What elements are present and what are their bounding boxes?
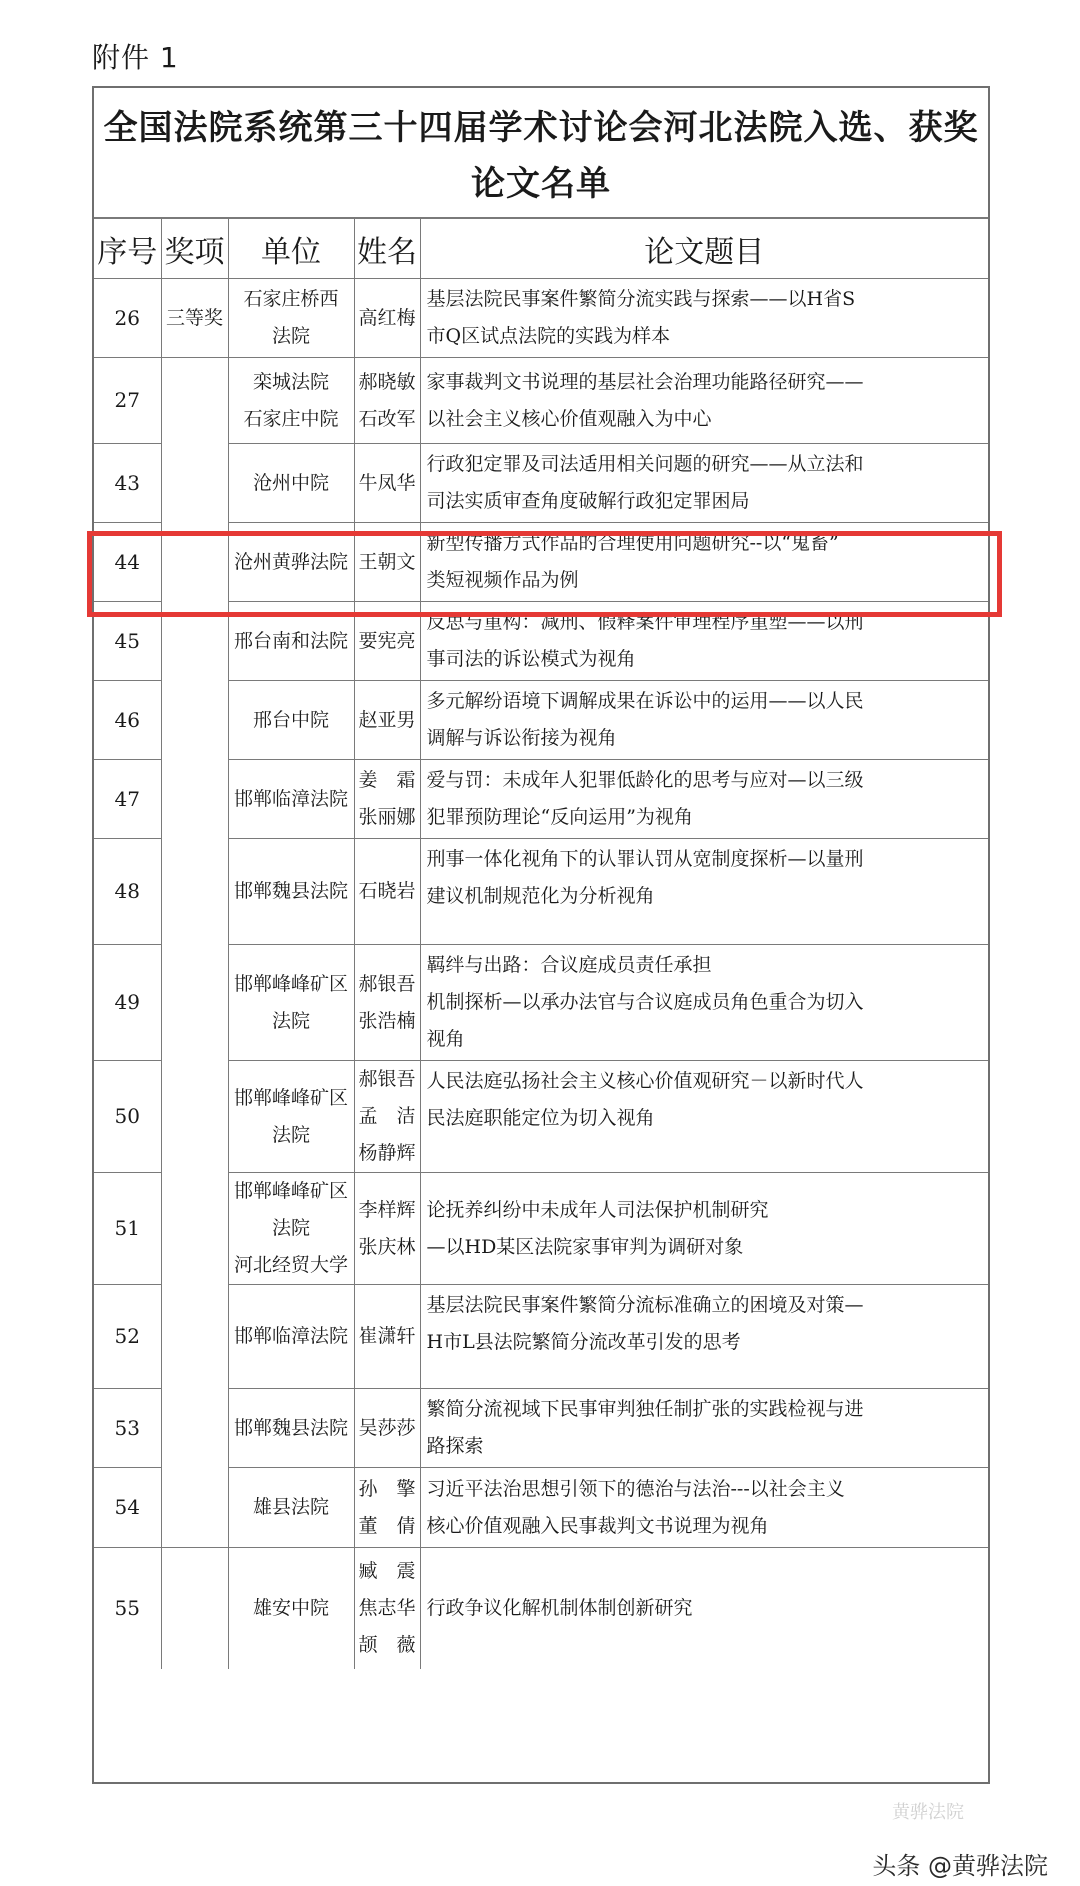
topic-line: 基层法院民事案件繁简分流实践与探索——以H省S xyxy=(426,288,856,310)
topic-line: 羁绊与出路：合议庭成员责任承担 xyxy=(426,954,712,976)
topic-cell xyxy=(420,602,988,681)
table-row xyxy=(94,358,988,444)
unit-line: 法院 xyxy=(271,1009,310,1032)
unit-cell xyxy=(228,681,354,760)
table-row xyxy=(94,1173,988,1285)
topic-line: 类短视频作品为例 xyxy=(426,569,579,591)
topic-line: 视角 xyxy=(426,1028,465,1050)
author-name: 吴莎莎 xyxy=(358,1416,416,1439)
topic-cell xyxy=(420,839,988,945)
unit-cell xyxy=(228,1173,354,1285)
unit-cell xyxy=(228,602,354,681)
seq-cell: 27 xyxy=(94,358,161,444)
unit-cell xyxy=(228,358,354,444)
seq-cell: 45 xyxy=(94,602,161,681)
unit-cell xyxy=(228,760,354,839)
unit-cell xyxy=(228,1389,354,1468)
topic-line: 爱与罚：未成年人犯罪低龄化的思考与应对—以三级 xyxy=(426,769,864,791)
seq-cell: 54 xyxy=(94,1468,161,1548)
seq-cell: 55 xyxy=(94,1548,161,1669)
author-name: 张庆林 xyxy=(358,1235,416,1258)
topic-line: 犯罪预防理论“反向运用”为视角 xyxy=(426,806,693,828)
author-name: 郝银吾 xyxy=(358,1068,416,1090)
author-name: 孙 擎 xyxy=(358,1477,416,1500)
topic-cell xyxy=(420,760,988,839)
author-name: 要宪亮 xyxy=(358,629,416,652)
topic-line: 习近平法治思想引领下的德治与法治---以社会主义 xyxy=(426,1477,845,1500)
unit-line: 沧州中院 xyxy=(252,471,329,494)
seq-cell: 43 xyxy=(94,444,161,523)
seq-cell: 51 xyxy=(94,1173,161,1285)
author-name: 颉 薇 xyxy=(358,1633,416,1656)
table-row xyxy=(94,945,988,1061)
author-name: 董 倩 xyxy=(358,1514,416,1537)
unit-line: 法院 xyxy=(271,1123,310,1146)
name-cell xyxy=(354,444,420,523)
topic-line: 反思与重构：减刑、假释案件审理程序重塑——以刑 xyxy=(426,611,864,633)
unit-line: 邯郸峰峰矿区 xyxy=(233,1086,348,1109)
topic-cell xyxy=(420,1285,988,1389)
unit-cell xyxy=(228,444,354,523)
unit-line: 邯郸峰峰矿区 xyxy=(233,1180,348,1202)
topic-line: 刑事一体化视角下的认罪认罚从宽制度探析—以量刑 xyxy=(426,848,864,870)
table-row xyxy=(94,279,988,358)
author-name: 赵亚男 xyxy=(358,708,416,731)
unit-line: 石家庄中院 xyxy=(243,407,339,430)
header-seq: 序号 xyxy=(94,219,161,279)
topic-cell xyxy=(420,1548,988,1669)
award-label: 三等奖 xyxy=(165,306,223,329)
topic-cell xyxy=(420,1173,988,1285)
topic-line: 多元解纷语境下调解成果在诉讼中的运用——以人民 xyxy=(426,690,864,712)
unit-line: 邢台南和法院 xyxy=(233,629,348,652)
name-cell xyxy=(354,358,420,444)
topic-line: 建议机制规范化为分析视角 xyxy=(426,885,655,907)
name-cell xyxy=(354,1285,420,1389)
topic-line: 论抚养纠纷中未成年人司法保护机制研究 xyxy=(426,1198,769,1221)
document-title xyxy=(94,88,988,218)
table-row xyxy=(94,760,988,839)
seq-cell: 52 xyxy=(94,1285,161,1389)
nominee-list-table-frame xyxy=(92,86,990,1784)
award-cell xyxy=(161,279,228,358)
table-row xyxy=(94,1061,988,1173)
topic-cell xyxy=(420,523,988,602)
topic-line: 新型传播方式作品的合理使用问题研究--以“鬼畜” xyxy=(426,532,839,554)
faint-watermark: 黄骅法院 xyxy=(892,1802,964,1823)
table-row xyxy=(94,602,988,681)
author-name: 张丽娜 xyxy=(358,806,416,828)
author-name: 姜 霜 xyxy=(358,769,416,791)
author-name: 牛凤华 xyxy=(358,471,416,494)
topic-cell xyxy=(420,444,988,523)
unit-line: 河北经贸大学 xyxy=(233,1254,348,1276)
author-name: 石改军 xyxy=(358,407,416,430)
unit-line: 邢台中院 xyxy=(252,708,329,731)
toutiao-watermark: 头条 @黄骅法院 xyxy=(872,1852,1048,1880)
table-row xyxy=(94,444,988,523)
topic-cell xyxy=(420,1061,988,1173)
topic-line: 繁简分流视域下民事审判独任制扩张的实践检视与进 xyxy=(426,1398,864,1420)
table-row xyxy=(94,1285,988,1389)
unit-cell xyxy=(228,945,354,1061)
table-row xyxy=(94,839,988,945)
unit-line: 石家庄桥西 xyxy=(243,288,339,310)
name-cell xyxy=(354,1173,420,1285)
unit-cell xyxy=(228,1468,354,1548)
author-name: 王朝文 xyxy=(358,550,416,573)
author-name: 焦志华 xyxy=(358,1596,416,1619)
unit-line: 沧州黄骅法院 xyxy=(233,550,348,573)
unit-line: 雄县法院 xyxy=(252,1496,329,1518)
seq-cell: 26 xyxy=(94,279,161,358)
unit-line: 邯郸临漳法院 xyxy=(233,787,348,810)
unit-line: 邯郸魏县法院 xyxy=(233,1416,348,1439)
author-name: 崔潇轩 xyxy=(358,1325,416,1347)
header-name: 姓名 xyxy=(354,219,420,279)
topic-line: 民法庭职能定位为切入视角 xyxy=(426,1107,655,1129)
topic-line: 基层法院民事案件繁简分流标准确立的困境及对策— xyxy=(426,1294,864,1316)
table-header-row xyxy=(94,219,988,279)
award-cell-empty xyxy=(161,1548,228,1669)
unit-cell xyxy=(228,523,354,602)
name-cell xyxy=(354,1389,420,1468)
name-cell xyxy=(354,279,420,358)
topic-line: H市L县法院繁简分流改革引发的思考 xyxy=(426,1331,741,1353)
topic-cell xyxy=(420,681,988,760)
topic-line: 家事裁判文书说理的基层社会治理功能路径研究—— xyxy=(426,370,864,393)
author-name: 李样辉 xyxy=(358,1198,416,1221)
unit-line: 法院 xyxy=(271,325,310,347)
author-name: 高红梅 xyxy=(358,306,416,329)
unit-cell xyxy=(228,1548,354,1669)
nominee-table xyxy=(94,218,988,1669)
table-row xyxy=(94,1389,988,1468)
award-cell-empty xyxy=(161,358,228,1548)
name-cell xyxy=(354,602,420,681)
title-line-1: 全国法院系统第三十四届学术讨论会河北法院入选、获奖 xyxy=(103,108,979,148)
topic-line: 人民法庭弘扬社会主义核心价值观研究－以新时代人 xyxy=(426,1070,864,1092)
seq-cell: 50 xyxy=(94,1061,161,1173)
topic-cell xyxy=(420,1389,988,1468)
table-row xyxy=(94,681,988,760)
topic-line: 路探索 xyxy=(426,1435,484,1457)
unit-line: 邯郸峰峰矿区 xyxy=(233,972,348,995)
unit-line: 邯郸魏县法院 xyxy=(233,880,348,902)
table-row-highlighted xyxy=(94,523,988,602)
topic-cell xyxy=(420,945,988,1061)
topic-line: 事司法的诉讼模式为视角 xyxy=(426,648,636,670)
name-cell xyxy=(354,760,420,839)
topic-cell xyxy=(420,358,988,444)
topic-line: 市Q区试点法院的实践为样本 xyxy=(426,325,671,347)
seq-cell: 47 xyxy=(94,760,161,839)
author-name: 郝银吾 xyxy=(358,972,416,995)
topic-cell xyxy=(420,1468,988,1548)
author-name: 郝晓敏 xyxy=(358,370,416,393)
unit-line: 邯郸临漳法院 xyxy=(233,1325,348,1347)
name-cell xyxy=(354,839,420,945)
topic-line: 司法实质审查角度破解行政犯定罪困局 xyxy=(426,490,750,512)
seq-cell: 49 xyxy=(94,945,161,1061)
topic-line: 机制探析—以承办法官与合议庭成员角色重合为切入 xyxy=(426,991,864,1013)
author-name: 臧 震 xyxy=(358,1559,416,1582)
name-cell xyxy=(354,1061,420,1173)
table-row xyxy=(94,1468,988,1548)
topic-line: 行政犯定罪及司法适用相关问题的研究——从立法和 xyxy=(426,453,864,475)
table-row xyxy=(94,1548,988,1669)
unit-line: 栾城法院 xyxy=(252,370,329,393)
author-name: 张浩楠 xyxy=(358,1009,416,1032)
attachment-label: 附件 1 xyxy=(92,41,179,74)
unit-cell xyxy=(228,839,354,945)
topic-line: 核心价值观融入民事裁判文书说理为视角 xyxy=(426,1514,769,1537)
topic-line: 调解与诉讼衔接为视角 xyxy=(426,727,617,749)
topic-line: 以社会主义核心价值观融入为中心 xyxy=(426,407,712,430)
unit-cell xyxy=(228,279,354,358)
header-unit: 单位 xyxy=(228,219,354,279)
unit-cell xyxy=(228,1061,354,1173)
unit-line: 法院 xyxy=(271,1217,310,1239)
author-name: 石晓岩 xyxy=(358,880,416,902)
unit-line: 雄安中院 xyxy=(252,1596,329,1619)
seq-cell: 44 xyxy=(94,523,161,602)
name-cell xyxy=(354,681,420,760)
topic-cell xyxy=(420,279,988,358)
name-cell xyxy=(354,1468,420,1548)
topic-line: 行政争议化解机制体制创新研究 xyxy=(426,1596,693,1619)
author-name: 孟 洁 xyxy=(358,1105,416,1127)
seq-cell: 48 xyxy=(94,839,161,945)
header-topic: 论文题目 xyxy=(420,219,988,279)
title-line-2: 论文名单 xyxy=(471,164,611,204)
header-award: 奖项 xyxy=(161,219,228,279)
name-cell xyxy=(354,523,420,602)
seq-cell: 53 xyxy=(94,1389,161,1468)
unit-cell xyxy=(228,1285,354,1389)
name-cell xyxy=(354,1548,420,1669)
author-name: 杨静辉 xyxy=(358,1142,416,1164)
topic-line: —以HD某区法院家事审判为调研对象 xyxy=(426,1235,744,1258)
seq-cell: 46 xyxy=(94,681,161,760)
name-cell xyxy=(354,945,420,1061)
